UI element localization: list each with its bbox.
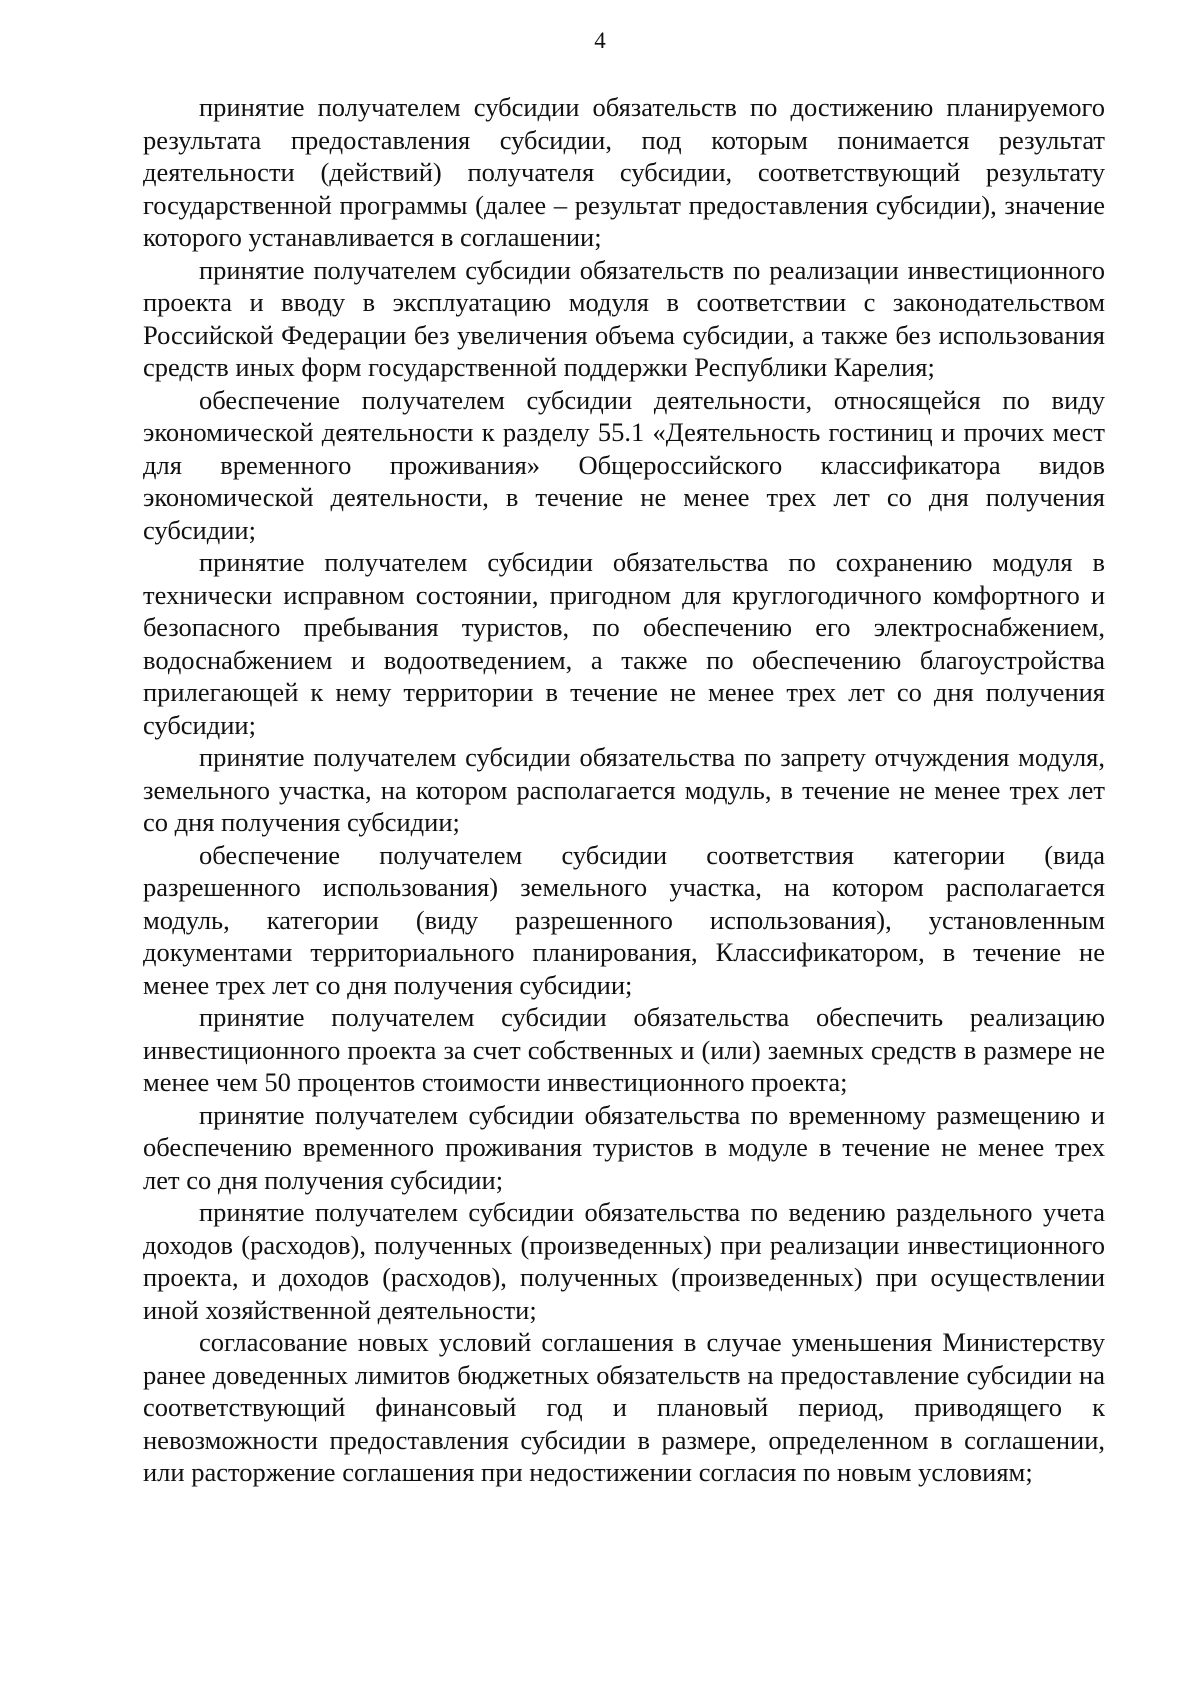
paragraph-3: обеспечение получателем субсидии деятельности, относящейся по виду экономической деятельности к разделу 55.1 «Деятельность гостиниц и прочих мест для временного проживания» Общероссийского классификатора видов экономической деятельности, в течение не менее трех лет со дня получения субсидии; — [143, 384, 1105, 545]
page-number: 4 — [594, 28, 606, 53]
paragraph-6: обеспечение получателем субсидии соответствия категории (вида разрешенного использования) земельного участка, на котором располагается модуль, категории (виду разрешенного использования), установленным документами территориального планирования, Классификатором, в течение не менее трех лет со дня получения субсидии; — [143, 839, 1105, 1000]
paragraph-1: принятие получателем субсидии обязательств по достижению планируемого результата предоставления субсидии, под которым понимается результат деятельности (действий) получателя субсидии, соответствующий результату государственной программы (далее – результат предоставления субсидии), значение которого устанавливается в соглашении; — [143, 92, 1105, 252]
paragraph-7: принятие получателем субсидии обязательства обеспечить реализацию инвестиционного проекта за счет собственных и (или) заемных средств в размере не менее чем 50 процентов стоимости инвестиционного проекта; — [143, 1002, 1105, 1097]
paragraph-5: принятие получателем субсидии обязательства по запрету отчуждения модуля, земельного участка, на котором располагается модуль, в течение не менее трех лет со дня получения субсидии; — [143, 742, 1105, 837]
paragraph-2: принятие получателем субсидии обязательств по реализации инвестиционного проекта и вводу в эксплуатацию модуля в соответствии с законодательством Российской Федерации без увеличения объема субсидии, а также без использования средств иных форм государственной поддержки Республики Карелия; — [143, 254, 1105, 382]
paragraph-9: принятие получателем субсидии обязательства по ведению раздельного учета доходов (расходов), полученных (произведенных) при реализации инвестиционного проекта, и доходов (расходов), полученных (произведенных) при осуществлении иной хозяйственной деятельности; — [143, 1197, 1105, 1325]
document-body — [143, 91, 1105, 1489]
paragraph-4: принятие получателем субсидии обязательства по сохранению модуля в технически исправном состоянии, пригодном для круглогодичного комфортного и безопасного пребывания туристов, по обеспечению его электроснабжением, водоснабжением и водоотведением, а также по обеспечению благоустройства прилегающей к нему территории в течение не менее трех лет со дня получения субсидии; — [143, 547, 1105, 740]
paragraph-10: согласование новых условий соглашения в случае уменьшения Министерству ранее доведенных лимитов бюджетных обязательств на предоставление субсидии на соответствующий финансовый год и плановый период, приводящего к невозможности предоставления субсидии в размере, определенном в соглашении, или расторжение соглашения при недостижении согласия по новым условиям; — [143, 1327, 1105, 1487]
paragraph-8: принятие получателем субсидии обязательства по временному размещению и обеспечению временного проживания туристов в модуле в течение не менее трех лет со дня получения субсидии; — [143, 1099, 1105, 1195]
